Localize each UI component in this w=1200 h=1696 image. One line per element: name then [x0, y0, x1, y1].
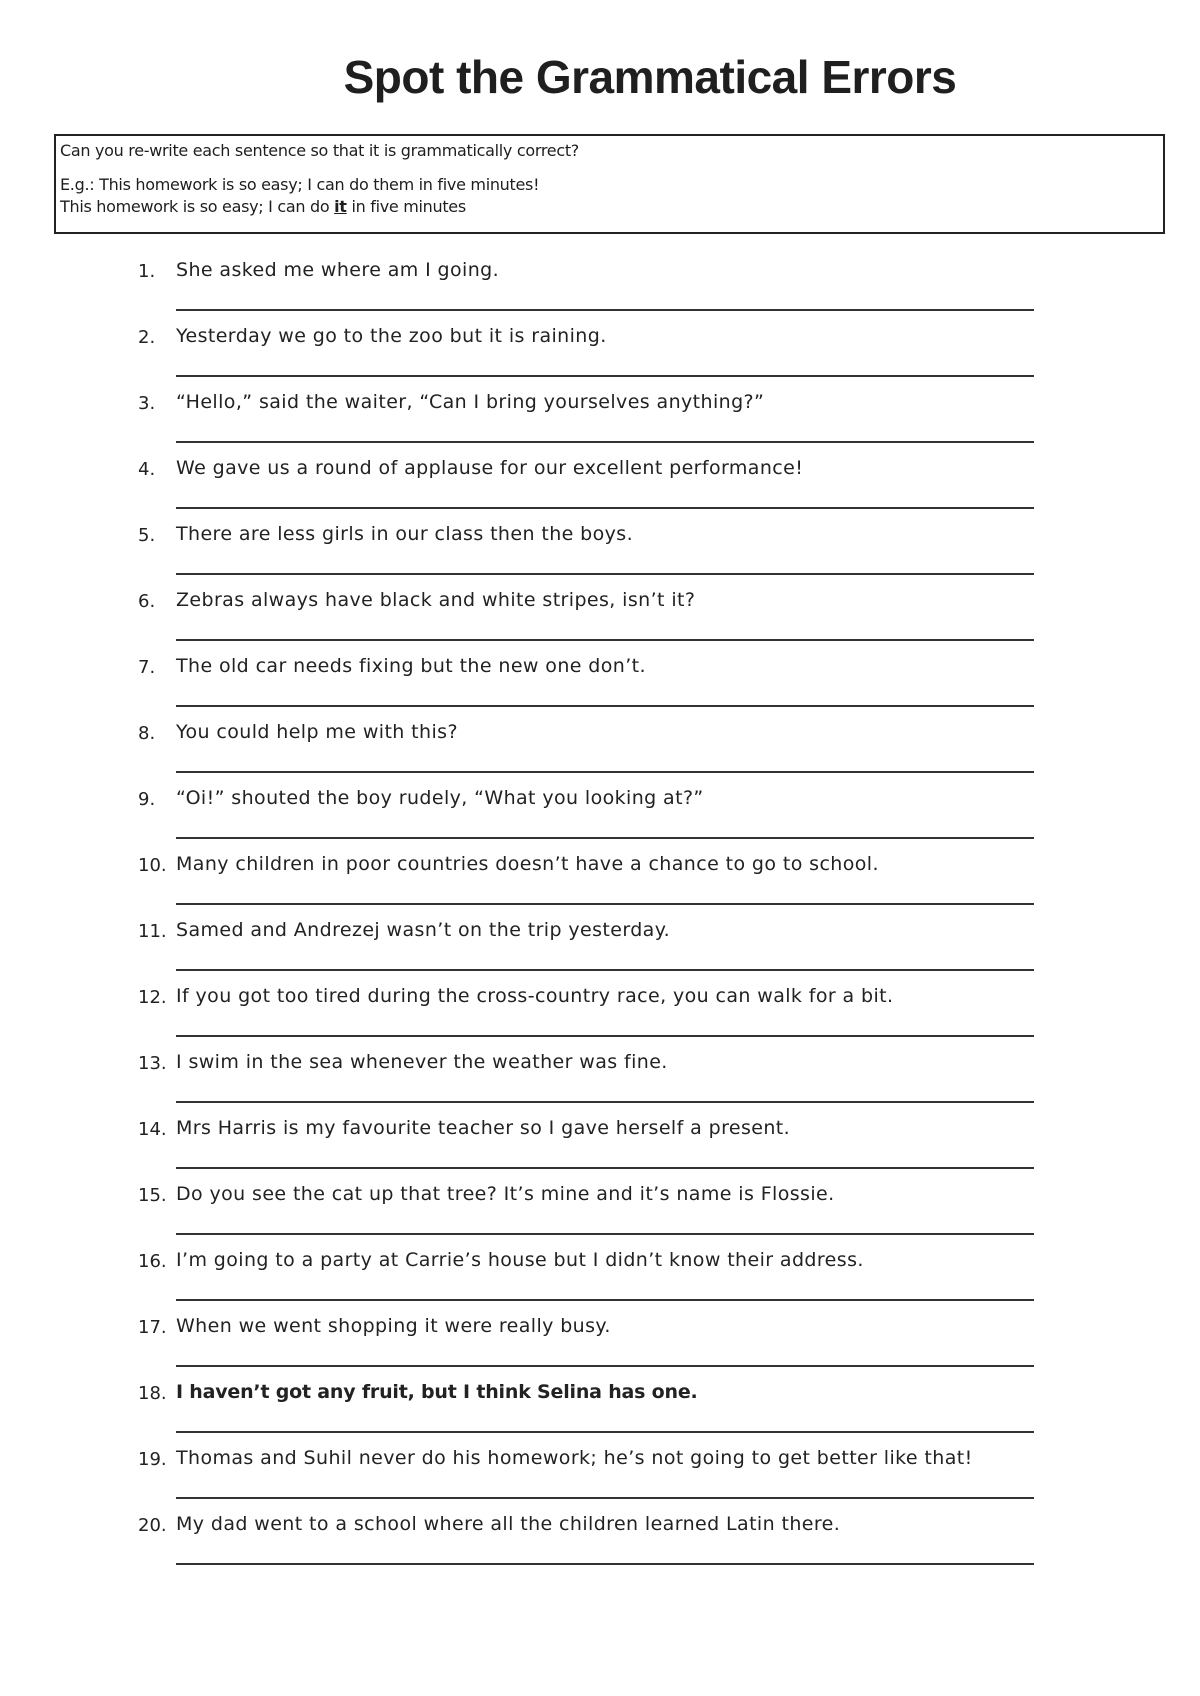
question-number: 20. [138, 1515, 167, 1536]
question-text: The old car needs fixing but the new one don’t. [176, 655, 646, 677]
question-text: When we went shopping it were really busy. [176, 1315, 611, 1337]
answer-line[interactable] [176, 441, 1034, 443]
answer-line[interactable] [176, 1167, 1034, 1169]
instructions-box [54, 134, 1165, 234]
question-text: If you got too tired during the cross-country race, you can walk for a bit. [176, 985, 894, 1007]
question-number: 17. [138, 1317, 167, 1338]
question-item [0, 851, 1200, 917]
question-item [0, 917, 1200, 983]
question-number: 11. [138, 921, 167, 942]
question-number: 2. [138, 327, 156, 348]
question-number: 5. [138, 525, 156, 546]
answer-line[interactable] [176, 1431, 1034, 1433]
instructions-prompt: Can you re-write each sentence so that it is grammatically correct? [60, 141, 579, 160]
question-item [0, 1313, 1200, 1379]
question-item [0, 719, 1200, 785]
answer-line[interactable] [176, 1035, 1034, 1037]
answer-line[interactable] [176, 573, 1034, 575]
answer-line[interactable] [176, 1365, 1034, 1367]
question-number: 1. [138, 261, 156, 282]
example-correct-after: in five minutes [346, 197, 466, 216]
question-item [0, 389, 1200, 455]
question-text: Yesterday we go to the zoo but it is raining. [176, 325, 607, 347]
question-number: 14. [138, 1119, 167, 1140]
question-item [0, 1181, 1200, 1247]
question-number: 4. [138, 459, 156, 480]
answer-line[interactable] [176, 771, 1034, 773]
question-item [0, 521, 1200, 587]
question-text: We gave us a round of applause for our excellent performance! [176, 457, 804, 479]
example-wrong-sentence: E.g.: This homework is so easy; I can do them in five minutes! [60, 175, 540, 194]
question-number: 3. [138, 393, 156, 414]
example-correct-emphasis: it [334, 197, 347, 216]
page-title: Spot the Grammatical Errors [343, 51, 957, 103]
answer-line[interactable] [176, 1563, 1034, 1565]
answer-line[interactable] [176, 375, 1034, 377]
question-number: 7. [138, 657, 156, 678]
question-text: There are less girls in our class then the boys. [176, 523, 634, 545]
answer-line[interactable] [176, 969, 1034, 971]
example-correct-before: This homework is so easy; I can do [60, 197, 335, 216]
question-item [0, 323, 1200, 389]
question-item [0, 983, 1200, 1049]
question-number: 13. [138, 1053, 167, 1074]
question-text: My dad went to a school where all the children learned Latin there. [176, 1513, 841, 1535]
question-item [0, 1379, 1200, 1445]
question-item [0, 1247, 1200, 1313]
question-item [0, 653, 1200, 719]
question-number: 9. [138, 789, 156, 810]
question-number: 15. [138, 1185, 167, 1206]
question-text: Samed and Andrezej wasn’t on the trip yesterday. [176, 919, 671, 941]
question-item [0, 1445, 1200, 1511]
answer-line[interactable] [176, 507, 1034, 509]
question-number: 10. [138, 855, 167, 876]
example-correct-sentence [60, 196, 1159, 218]
question-text: Mrs Harris is my favourite teacher so I gave herself a present. [176, 1117, 791, 1139]
question-item [0, 1511, 1200, 1577]
answer-line[interactable] [176, 1101, 1034, 1103]
question-item [0, 455, 1200, 521]
question-text: Thomas and Suhil never do his homework; he’s not going to get better like that! [176, 1447, 973, 1469]
question-text: I swim in the sea whenever the weather was fine. [176, 1051, 668, 1073]
question-number: 6. [138, 591, 156, 612]
question-number: 12. [138, 987, 167, 1008]
question-number: 18. [138, 1383, 167, 1404]
answer-line[interactable] [176, 309, 1034, 311]
answer-line[interactable] [176, 705, 1034, 707]
answer-line[interactable] [176, 1299, 1034, 1301]
question-item [0, 1049, 1200, 1115]
question-item [0, 1115, 1200, 1181]
answer-line[interactable] [176, 1497, 1034, 1499]
question-number: 8. [138, 723, 156, 744]
question-text: Many children in poor countries doesn’t have a chance to go to school. [176, 853, 879, 875]
question-text: “Oi!” shouted the boy rudely, “What you looking at?” [176, 787, 704, 809]
answer-line[interactable] [176, 1233, 1034, 1235]
question-item [0, 785, 1200, 851]
answer-line[interactable] [176, 639, 1034, 641]
question-text: Zebras always have black and white stripes, isn’t it? [176, 589, 696, 611]
question-text: “Hello,” said the waiter, “Can I bring yourselves anything?” [176, 391, 765, 413]
answer-line[interactable] [176, 903, 1034, 905]
question-item [0, 587, 1200, 653]
question-number: 19. [138, 1449, 167, 1470]
question-text: Do you see the cat up that tree? It’s mine and it’s name is Flossie. [176, 1183, 835, 1205]
question-item [0, 257, 1200, 323]
question-text: You could help me with this? [176, 721, 458, 743]
question-text: I’m going to a party at Carrie’s house but I didn’t know their address. [176, 1249, 864, 1271]
question-text: I haven’t got any fruit, but I think Selina has one. [176, 1381, 698, 1403]
question-text: She asked me where am I going. [176, 259, 500, 281]
answer-line[interactable] [176, 837, 1034, 839]
question-number: 16. [138, 1251, 167, 1272]
